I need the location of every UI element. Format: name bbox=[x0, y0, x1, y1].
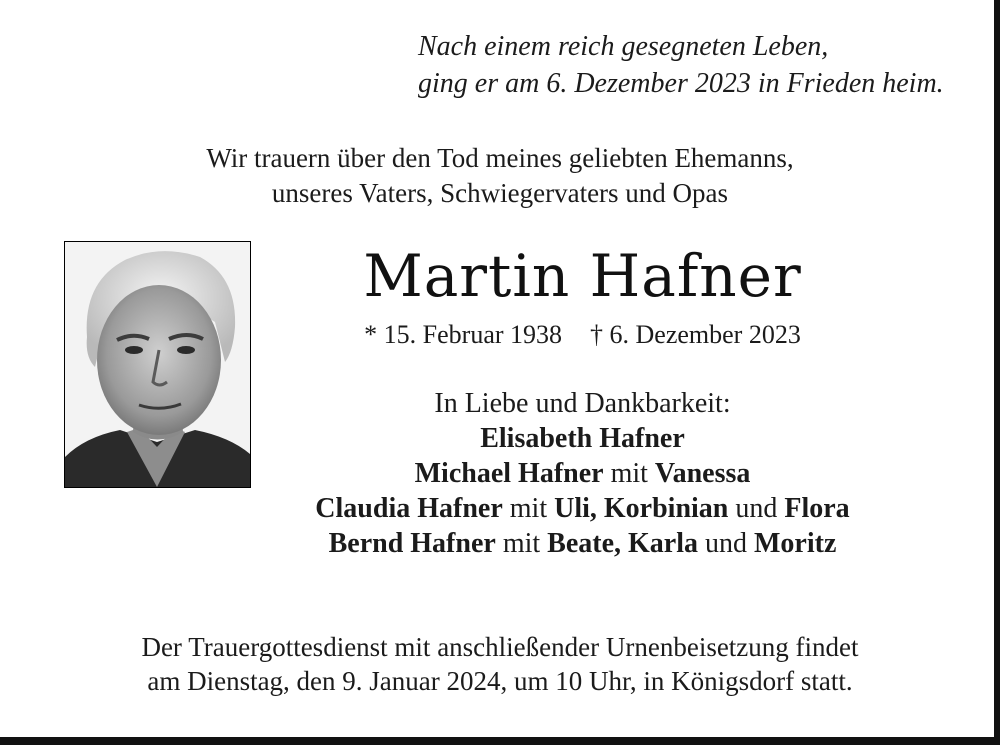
service-info bbox=[0, 630, 1000, 698]
connector-text: mit bbox=[509, 493, 548, 524]
connector-text: mit bbox=[610, 458, 648, 489]
quote bbox=[418, 28, 988, 102]
intro-line-1: Wir trauern über den Tod meines geliebten Ehemanns, bbox=[206, 143, 794, 173]
intro-text bbox=[0, 141, 1000, 211]
intro-line-2: unseres Vaters, Schwiegervaters und Opas bbox=[271, 178, 729, 208]
connector-text: und bbox=[735, 493, 778, 524]
family-member-name: Moritz bbox=[754, 528, 837, 559]
service-line-2: am Dienstag, den 9. Januar 2024, um 10 Uhr, in Königsdorf statt. bbox=[147, 666, 853, 696]
family-member-name: Elisabeth Hafner bbox=[480, 423, 685, 454]
family-row-2 bbox=[230, 456, 935, 491]
quote-line-1: Nach einem reich gesegneten Leben, bbox=[418, 31, 829, 62]
family-list bbox=[230, 386, 935, 561]
quote-line-2: ging er am 6. Dezember 2023 in Frieden heim. bbox=[418, 68, 944, 99]
birth-date: * 15. Februar 1938 bbox=[364, 320, 563, 349]
family-member-name: Michael Hafner bbox=[414, 458, 604, 489]
connector-text: und bbox=[705, 528, 747, 559]
family-member-name: Bernd Hafner bbox=[328, 528, 496, 559]
family-member-name: Beate, Karla bbox=[547, 528, 698, 559]
deceased-name: Martin Hafner bbox=[363, 242, 802, 310]
family-member-name: Claudia Hafner bbox=[315, 493, 503, 524]
family-member-name: Vanessa bbox=[654, 458, 751, 489]
connector-text: mit bbox=[502, 528, 541, 559]
family-member-name: Uli, Korbinian bbox=[554, 493, 729, 524]
death-date: † 6. Dezember 2023 bbox=[590, 320, 801, 349]
family-row-4 bbox=[230, 526, 935, 561]
family-row-3 bbox=[230, 491, 935, 526]
family-row-1 bbox=[230, 421, 935, 456]
life-dates bbox=[330, 318, 835, 352]
service-line-1: Der Trauergottesdienst mit anschließender Urnenbeisetzung findet bbox=[141, 632, 859, 662]
portrait-photo bbox=[64, 241, 251, 488]
family-heading: In Liebe und Dankbarkeit: bbox=[434, 388, 731, 419]
family-member-name: Flora bbox=[784, 493, 850, 524]
portrait-image bbox=[65, 242, 250, 487]
